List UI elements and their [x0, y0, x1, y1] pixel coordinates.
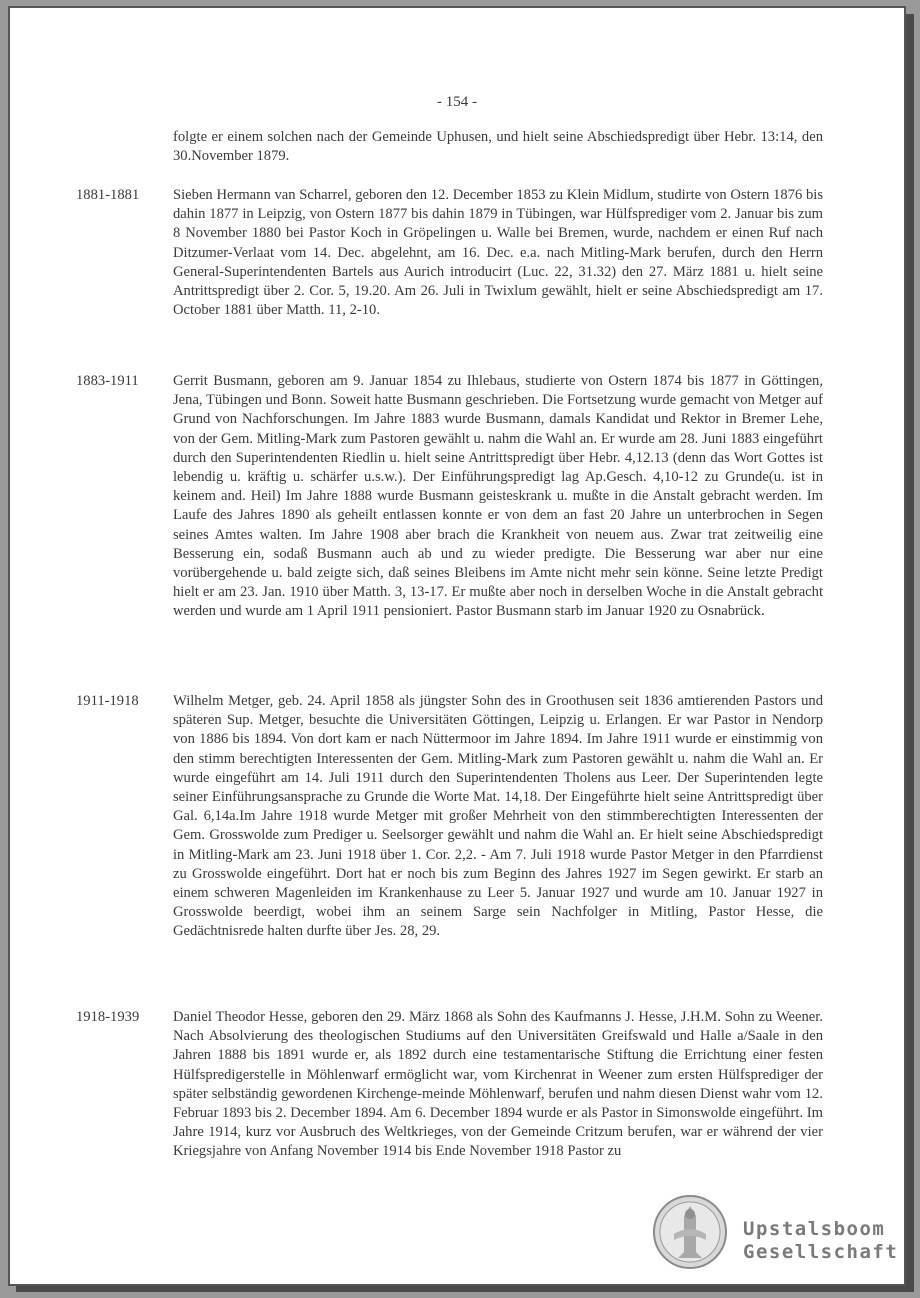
logo-line-2: Gesellschaft [743, 1241, 899, 1263]
society-logo [743, 1218, 898, 1264]
continuation-paragraph: folgte er einem solchen nach der Gemeinde Uphusen, und hielt seine Abschiedspredigt über Hebr. 13:14, den 30.November 1879. [173, 129, 823, 165]
entry-years: 1881-1881 [76, 187, 140, 203]
page-shadow-right [906, 14, 914, 1290]
entry-text: Wilhelm Metger, geb. 24. April 1858 als jüngster Sohn des in Groothusen seit 1836 amtierenden Pastors und späteren Sup. Metger, besuchte die Universitäten Göttingen, Leipzig u. Erlangen. Er war Pastor in Nendorp von 1886 bis 1894. Von dort kam er nach Nüttermoor im Jahre 1894. Im Jahre 1911 wurde er einstimmig von den stimm berechtigten Interessenten der Gem. Mitling-Mark zum Pastoren gewählt u. nahm die Wahl an. Er wurde eingeführt am 14. Juli 1911 durch den Superintendenten Tholens aus Leer. Der Superintenden legte seiner Einführungsansprache zu Grunde die Worte Mat. 14,18. Der Eingeführte hielt seine Antrittspredigt über Gal. 6,14a.Im Jahre 1918 wurde Metger mit großer Mehrheit von den stimmberechtigten Interessenten der Gem. Grosswolde zum Prediger u. Seelsorger gewählt und nahm die Wahl an. Er hielt seine Abschiedspredigt in Mitling-Mark am 23. Juni 1918 über 1. Cor. 2,2. - Am 7. Juli 1918 wurde Pastor Metger in den Pfarrdienst zu Grosswolde eingeführt. Dort hat er noch bis zum Beginn des Jahres 1927 im Segen gewirkt. Er starb an einem schweren Magenleiden im Krankenhause zu Leer 5. Januar 1927 und wurde am 10. Januar 1927 in Grosswolde beerdigt, wobei ihm an seinem Sarge sein Nachfolger in Mitling, Pastor Hesse, die Gedächtnisrede halten durfte über Jes. 28, 29. [173, 693, 823, 940]
page-number: - 154 - [437, 94, 477, 110]
entry-text: Daniel Theodor Hesse, geboren den 29. März 1868 als Sohn des Kaufmanns J. Hesse, J.H.M. Sohn zu Weener. Nach Absolvierung des theologischen Studiums auf den Universitäten Greifswald und Halle a/Saale in den Jahren 1888 bis 1891 wurde er, als 1892 durch eine testamentarische Stiftung die Errichtung einer festen Hülfspredigerstelle in Möhlenwarf ermöglicht war, vom Kirchenrat in Weener zum ersten Hülfsprediger der später selbständig gewordenen Kirchenge-meinde Möhlenwarf, berufen und nahm diesen Dienst wahr vom 12. Februar 1893 bis 2. December 1894. Am 6. December 1894 wurde er als Pastor in Simonswolde eingeführt. Im Jahre 1914, kurz vor Ausbruch des Weltkrieges, von der Gemeinde Critzum berufen, war er während der vier Kriegsjahre von Anfang November 1914 bis Ende November 1918 Pastor zu [173, 1009, 823, 1160]
document-page [8, 6, 906, 1286]
entry-years: 1911-1918 [76, 693, 139, 709]
society-seal-icon [652, 1194, 728, 1270]
entry-text: Gerrit Busmann, geboren am 9. Januar 1854 zu Ihlebaus, studierte von Ostern 1874 bis 1877 in Göttingen, Jena, Tübingen und Bonn. Soweit hatte Busmann geschrieben. Die Fortsetzung wurde gemacht von Metger auf Grund von Nachforschungen. Im Jahre 1883 wurde Busmann, damals Kandidat und Rektor in Bremer Lehe, von der Gem. Mitling-Mark zum Pastoren gewählt u. nahm die Wahl an. Er wurde am 28. Juni 1883 eingeführt durch den Superintendenten Riedlin u. hielt seine Antrittspredigt über Hebr. 4,12.13 (denn das Wort Gottes ist lebendig u. kräftig u. schärfer u.s.w.). Der Einführungspredigt lag Ap.Gesch. 4,10-12 zu Grunde(u. ist in keinem and. Heil) Im Jahre 1888 wurde Busmann geisteskrank u. mußte in die Anstalt gebracht werden. Im Laufe des Jahres 1890 als geheilt entlassen konnte er von dem an fast 20 Jahre un unterbrochen in Segen seines Amtes walten. Im Jahre 1908 aber brach die Krankheit von neuem aus. Zwar trat zeitweilig eine Besserung ein, sodaß Busmann auch ab und zu wieder predigte. Die Besserung war aber nur eine vorübergehende u. bald zeigte sich, daß seines Bleibens im Amte nicht mehr sein könne. Seine letzte Predigt hielt er am 23. Jan. 1910 über Matth. 3, 13-17. Er mußte aber noch in derselben Woche in die Anstalt gebracht werden und wurde am 1 April 1911 pensioniert. Pastor Busmann starb im Januar 1920 zu Osnabrück. [173, 373, 823, 620]
entry-years: 1883-1911 [76, 373, 139, 389]
entry-years: 1918-1939 [76, 1009, 140, 1025]
logo-line-1: Upstalsboom [743, 1218, 886, 1240]
page-shadow-bottom [16, 1286, 914, 1292]
entry-text: Sieben Hermann van Scharrel, geboren den 12. December 1853 zu Klein Midlum, studirte von Ostern 1876 bis dahin 1877 in Leipzig, von Ostern 1877 bis dahin 1879 in Tübingen, war Hülfsprediger vom 2. Januar bis zum 8 November 1880 bei Pastor Koch in Gröpelingen u. Walle bei Bremen, wurde, nachdem er einen Ruf nach Ditzumer-Verlaat vom 14. Dec. abgelehnt, am 16. Dec. e.a. nach Mitling-Mark berufen, durch den Herrn General-Superintendenten Bartels aus Aurich introducirt (Luc. 22, 31.32) den 27. März 1881 u. hielt seine Antrittspredigt über 2. Cor. 5, 19.20. Am 26. Juli in Twixlum gewählt, hielt er seine Abschiedspredigt am 17. October 1881 über Matth. 11, 2-10. [173, 187, 823, 319]
